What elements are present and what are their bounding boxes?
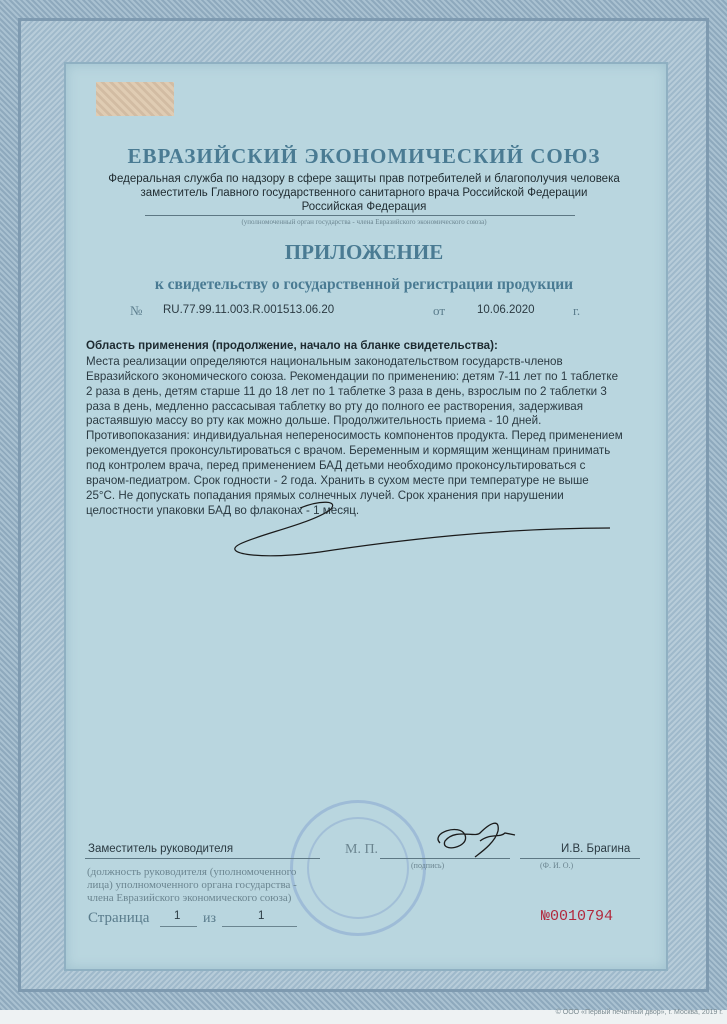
caption-line: члена Евразийского экономического союза) (87, 892, 292, 904)
text-line: врачом-педиатром. Срок годности - 2 года. Хранить в сухом месте при температуре не выше (86, 474, 589, 488)
year-suffix: г. (573, 303, 581, 318)
number-label: № (130, 303, 143, 318)
name-line (520, 858, 640, 859)
official-seal (290, 800, 426, 936)
text-line: растаявшую массу во рту как можно дольше. Продолжительность приема - 10 дней. (86, 414, 542, 428)
serial-number: №0010794 (541, 908, 614, 925)
page-number: 1 (174, 910, 181, 922)
total-line (222, 926, 297, 927)
name-caption: (Ф. И. О.) (540, 861, 574, 870)
authority-line1: Федеральная служба по надзору в сфере защиты прав потребителей и благополучия человека (108, 173, 620, 185)
text-line: под контролем врача, перед применением БАД детьми необходимо проконсультироваться с (86, 459, 586, 473)
page-label: Страница (88, 910, 150, 926)
text-line: 25°С. Не допускать попадания прямых солнечных лучей. Срок хранения при нарушении (86, 488, 564, 502)
caption-line: (должность руководителя (уполномоченного (87, 866, 297, 878)
page-subtitle: к свидетельству о государственной регистрации продукции (154, 276, 574, 293)
of-label: из (203, 911, 217, 926)
page-title: ПРИЛОЖЕНИЕ (284, 240, 444, 264)
stamp-label: М. П. (345, 842, 379, 857)
signature-caption: (подпись) (411, 861, 445, 870)
certificate-date: 10.06.2020 (477, 304, 535, 316)
caption-line: лица) уполномоченного органа государства - (87, 879, 297, 891)
end-of-text-scribble (200, 500, 620, 570)
date-label: от (433, 303, 446, 318)
certificate-number: RU.77.99.11.003.R.001513.06.20 (163, 304, 335, 316)
authority-caption: (уполномоченный орган государства - члена Евразийского экономического союза) (241, 218, 487, 226)
hologram-strip (96, 82, 174, 116)
union-title: ЕВРАЗИЙСКИЙ ЭКОНОМИЧЕСКИЙ СОЮЗ (127, 144, 601, 168)
text-line: раза в день, медленно рассасывая таблетку во рту до полного ее растворения, задерживая (86, 399, 584, 413)
scope-heading: Область применения (продолжение, начало на бланке свидетельства): (86, 339, 498, 352)
text-line: Места реализации определяются национальным законодательством государств-членов (86, 354, 563, 368)
page-total: 1 (258, 910, 265, 922)
text-line: Противопоказания: индивидуальная непереносимость компонентов продукта. Перед применением (86, 429, 623, 443)
text-line: целостности упаковки БАД во флаконах - 1 месяц. (86, 503, 360, 517)
text-line: Евразийского экономического союза. Рекомендации по применению: детям 7-11 лет по 1 таблетке (86, 369, 619, 383)
position-caption (87, 866, 297, 905)
text-line: 2 раза в день, детям старше 11 до 18 лет по 1 таблетке 3 раза в день, взрослым по 2 таблетки 3 (86, 384, 607, 398)
position-line (85, 858, 320, 859)
scope-text (86, 339, 666, 519)
divider (145, 215, 575, 216)
country: Российская Федерация (301, 201, 427, 213)
signatory-position: Заместитель руководителя (88, 843, 234, 855)
text-line: рекомендуется проконсультироваться с врачом. Беременным и кормящим женщинам принимать (86, 444, 611, 458)
printer-footer: © ООО «Первый печатный двор», г. Москва, 2019 г. (555, 1009, 723, 1016)
page-line (160, 926, 197, 927)
authority-line2: заместитель Главного государственного санитарного врача Российской Федерации (140, 187, 588, 199)
signatory-name: И.В. Брагина (561, 843, 631, 855)
handwritten-signature (420, 815, 530, 860)
